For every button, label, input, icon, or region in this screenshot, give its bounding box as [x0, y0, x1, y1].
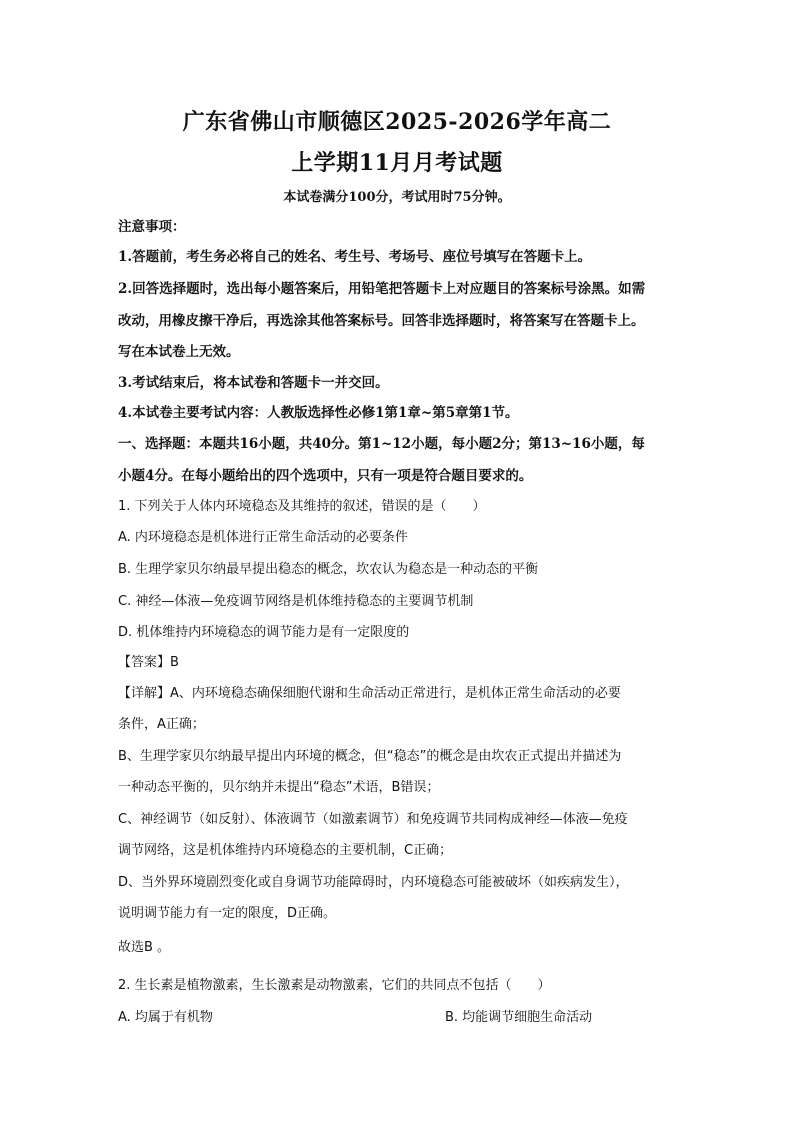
notice-item-3: 3.考试结束后，将本试卷和答题卡一并交回。: [118, 375, 389, 391]
q1-detail-a-line1: 【详解】A、内环境稳态确保细胞代谢和生命活动正常进行，是机体正常生命活动的必要: [118, 686, 621, 701]
notice-heading: 注意事项：: [118, 219, 186, 235]
q1-detail-d-line1: D、当外界环境剧烈变化或自身调节功能障碍时，内环境稳态可能被破坏（如疾病发生），: [118, 875, 629, 890]
notice-item-2-line3: 写在本试卷上无效。: [118, 344, 240, 360]
notice-item-4: 4.本试卷主要考试内容：人教版选择性必修1第1章~第5章第1节。: [118, 405, 519, 421]
exam-title-line2: 上学期11月月考试题: [291, 150, 503, 176]
q2-option-b: B. 均能调节细胞生命活动: [445, 1010, 593, 1025]
q1-detail-a-line2: 条件，A正确；: [118, 717, 205, 732]
exam-subtitle: 本试卷满分100分，考试用时75分钟。: [283, 190, 511, 205]
notice-item-1: 1.答题前，考生务必将自己的姓名、考生号、考场号、座位号填写在答题卡上。: [118, 249, 592, 265]
section1-instruction-line2: 小题4分。在每小题给出的四个选项中，只有一项是符合题目要求的。: [118, 468, 533, 484]
section1-instruction-line1: 一、选择题：本题共16小题，共40分。第1~12小题，每小题2分；第13~16小题，每: [118, 436, 645, 452]
q1-stem: 1. 下列关于人体内环境稳态及其维持的叙述，错误的是（ ）: [118, 499, 486, 514]
q1-option-c: C. 神经—体液—免疫调节网络是机体维持稳态的主要调节机制: [118, 594, 474, 609]
q1-option-b: B. 生理学家贝尔纳最早提出稳态的概念，坎农认为稳态是一种动态的平衡: [118, 562, 539, 577]
q2-option-a: A. 均属于有机物: [118, 1010, 213, 1025]
q1-option-d: D. 机体维持内环境稳态的调节能力是有一定限度的: [118, 625, 410, 640]
notice-item-2-line1: 2.回答选择题时，选出每小题答案后，用铅笔把答题卡上对应题目的答案标号涂黑。如需: [118, 281, 646, 297]
q1-detail-c-line2: 调节网络，这是机体维持内环境稳态的主要机制，C正确；: [118, 843, 453, 858]
notice-item-2-line2: 改动，用橡皮擦干净后，再选涂其他答案标号。回答非选择题时，将答案写在答题卡上。: [118, 313, 645, 329]
q1-answer: 【答案】B: [118, 655, 179, 670]
q1-detail-b-line2: 一种动态平衡的，贝尔纳并未提出“稳态”术语，B错误；: [118, 780, 440, 795]
q1-conclusion: 故选B 。: [118, 940, 171, 955]
q2-stem: 2. 生长素是植物激素，生长激素是动物激素，它们的共同点不包括（ ）: [118, 978, 551, 993]
q1-detail-b-line1: B、生理学家贝尔纳最早提出内环境的概念，但“稳态”的概念是由坎农正式提出并描述为: [118, 749, 622, 764]
exam-title-line1: 广东省佛山市顺德区2025-2026学年高二: [182, 109, 612, 135]
q1-detail-d-line2: 说明调节能力有一定的限度，D正确。: [118, 906, 337, 921]
q1-detail-c-line1: C、神经调节（如反射）、体液调节（如激素调节）和免疫调节共同构成神经—体液—免疫: [118, 812, 628, 827]
q1-option-a: A. 内环境稳态是机体进行正常生命活动的必要条件: [118, 530, 408, 545]
